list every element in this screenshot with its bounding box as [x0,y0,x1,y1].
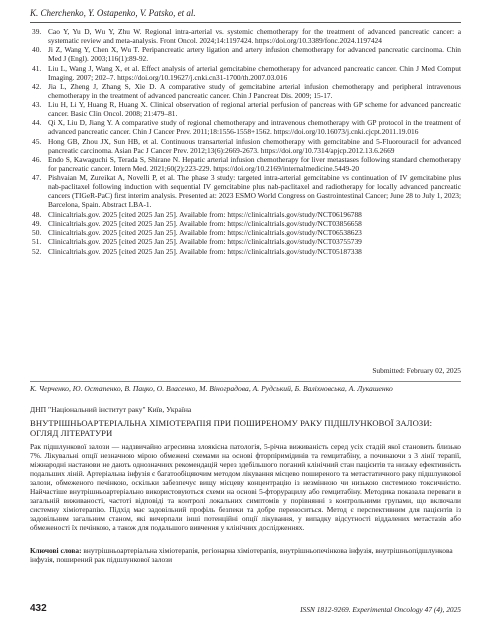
affiliation: ДНП "Національний інститут раку" Київ, Україна [30,405,192,414]
reference-item [32,210,461,219]
section-divider [30,381,461,382]
reference-number: 45. [32,136,42,146]
reference-number: 48. [32,209,42,219]
reference-text: Liu H, Li Y, Huang R, Huang X. Clinical observation of regional arterial perfusion of pancreas with GP scheme for advanced pancreatic cancer. Basic Clin Oncol. 2008; 21:479–81. [48,100,461,119]
reference-text: Clinicaltrials.gov. 2025 [cited 2025 Jan 25]. Available from: https://clinicaltrials.gov/study/NCT06538623 [48,228,362,238]
reference-item [32,82,461,100]
reference-text: Qi X, Liu D, Jiang Y. A comparative study of regional chemotherapy and intravenous chemotherapy with GP protocol in the treatment of advanced pancreatic cancer. Chin J Cancer Prev. 2011;18:1556-1558+1562. https://doi.org/10.16073/j.cnki.cjcpt.2011.19.016 [48,118,461,137]
reference-item [32,247,461,256]
ukrainian-authors: К. Черченко, Ю. Остапенко, В. Пацко, О. Власенко, М. Віноградова, А. Рудський, Б. Валіхновська, А. Лукашенко [30,384,393,393]
reference-text: Clinicaltrials.gov. 2025 [cited 2025 Jan 25]. Available from: https://clinicaltrials.gov/study/NCT05187338 [48,246,362,256]
reference-number: 42. [32,81,42,91]
keywords [30,546,461,564]
reference-text: Endo S, Kawaguchi S, Terada S, Shirane N. Hepatic arterial infusion chemotherapy for liver metastases following standard chemotherapy for pancreatic cancer. Intern Med. 2021;60(2):223-229. https://doi.org/10.2169/internalmedicine.5449-20 [48,154,461,174]
reference-list [32,27,461,256]
reference-number: 50. [32,228,42,238]
header-divider [30,22,461,23]
reference-number: 39. [32,27,42,36]
reference-number: 40. [32,45,42,55]
keywords-text: внутрішньоартеріальна хіміотерапія, регіонарна хіміотерапія, внутрішньопечінкова інфузія, внутрішньопідшлункова інфузія, поширений рак підшлункової залози [30,546,453,565]
reference-item [32,173,461,209]
reference-item [32,219,461,228]
ukrainian-title: ВНУТРІШНЬОАРТЕРІАЛЬНА ХІМІОТЕРАПІЯ ПРИ ПОШИРЕНОМУ РАКУ ПІДШЛУНКОВОЇ ЗАЛОЗИ: ОГЛЯД ЛІТЕРАТУРИ [30,418,433,438]
reference-item [32,237,461,246]
reference-text: Clinicaltrials.gov. 2025 [cited 2025 Jan 25]. Available from: https://clinicaltrials.gov/study/NCT03856658 [48,218,362,228]
reference-number: 44. [32,118,42,128]
keywords-label: Ключові слова: [30,546,82,555]
reference-item [32,64,461,82]
submitted-date: Submitted: February 02, 2025 [372,366,461,375]
reference-number: 41. [32,63,42,73]
reference-number: 52. [32,246,42,256]
reference-item [32,137,461,155]
reference-text: Pishvaian M, Zureikat A, Novelli P, et al. The phase 3 study: targeted intra-arterial gemcitabine vs continuation of IV gemcitabine plus nab-paclitaxel following induction with sequential IV gemcitabine plus nab-paclitaxel and radiotherapy for locally advanced pancreatic cancers (TIGeR-PaC) first interim analysis. Presented at: 2023 ESMO World Congress on Gastrointestinal Cancer; June 28 to July 1, 2023; Barcelona, Spain. Abstract LBA-1. [48,173,461,210]
running-head: K. Cherchenko, Y. Ostapenko, V. Patsko, et al. [30,8,196,18]
page-number: 432 [30,603,47,614]
reference-item [32,27,461,45]
reference-item [32,228,461,237]
reference-text: Jia L, Zheng J, Zhang S, Xie D. A comparative study of gemcitabine arterial infusion chemotherapy and peripheral intravenous chemotherapy in the treatment of advanced pancreatic cancer. Chin J Pancreat Dis. 2009; 15-17. [48,81,461,100]
reference-text: Cao Y, Yu D, Wu Y, Zhu W. Regional intra-arterial vs. systemic chemotherapy for the treatment of advanced pancreatic cancer: a systematic review and meta-analysis. Front Oncol. 2024;14:1197424. https://doi.org/10.3389/fonc.2024.1197424 [48,27,461,46]
reference-item [32,100,461,118]
journal-info: ISSN 1812-9269. Experimental Oncology 47 (4), 2025 [300,605,461,614]
reference-number: 49. [32,218,42,228]
reference-text: Hong GB, Zhou JX, Sun HB, et al. Continuous transarterial infusion chemotherapy with gemcitabine and 5-Fluorouracil for advanced pancreatic carcinoma. Asian Pac J Cancer Prev. 2012;13(6):2669-2673. https://doi.org/10.7314/apjcp.2012.13.6.2669 [48,136,461,155]
reference-number: 43. [32,100,42,110]
reference-number: 46. [32,154,42,164]
reference-text: Clinicaltrials.gov. 2025 [cited 2025 Jan 25]. Available from: https://clinicaltrials.gov/study/NCT03755739 [48,237,362,247]
reference-item [32,45,461,63]
reference-number: 51. [32,237,42,247]
reference-item [32,155,461,173]
reference-text: Ji Z, Wang Y, Chen X, Wu T. Peripancreatic artery ligation and artery infusion chemotherapy for advanced pancreatic carcinoma. Chin Med J (Engl). 2003;116(1):89-92. [48,45,461,64]
ukrainian-abstract: Рак підшлункової залози — надзвичайно агресивна злоякісна патологія, 5-річна виживаність серед усіх стадій якої становить близько 7%. Лікувальні опції незначною мірою обмежені схемами на основі фторпіримідинів та гемцитабіну, а починаючи з 3 лінії терапії, міжнародні настанови не дають однозначних рекомендацій через здебільшого поганий клінічний стан пацієнтів та низьку ефективність подальших ліній. Артеріальна інфузія є багатообіцяючим методом лікування місцево поширеного та метастатичного раку підшлункової залози, обмеженого печінкою, оскільки забезпечує вищу місцеву концентрацію із незмінною чи низькою системною токсичністю. Найчастіше внутрішньоартеріально використовуються схеми на основі 5-фторурацилу або гемцитабіну. Методика показала переваги в загальній виживаності, частоті відповіді та контролі локальних симптомів у порівнянні з контрольними групами, що включали системну хіміотерапію. Підхід має задовільний профіль безпеки та добре переноситься. Метод є перспективним для пацієнтів із задовільним загальним станом, які вичерпали інші потенційні опції лікування, у випадку відсутності віддалених метастазів або обмеженості їх печінкою, а також для подальшого вивчення у клінічних дослідженнях. [30,442,461,533]
reference-text: Liu L, Wang J, Wang X, et al. Effect analysis of arterial gemcitabine chemotherapy for advanced pancreatic cancer. Chin J Med Comput Imaging. 2007; 202–7. https://doi.org/10.19627/j.cnki.cn31-1700/th.2007.03.016 [48,63,461,82]
reference-text: Clinicaltrials.gov. 2025 [cited 2025 Jan 25]. Available from: https://clinicaltrials.gov/study/NCT06196788 [48,209,362,219]
reference-number: 47. [32,173,42,183]
reference-item [32,118,461,136]
